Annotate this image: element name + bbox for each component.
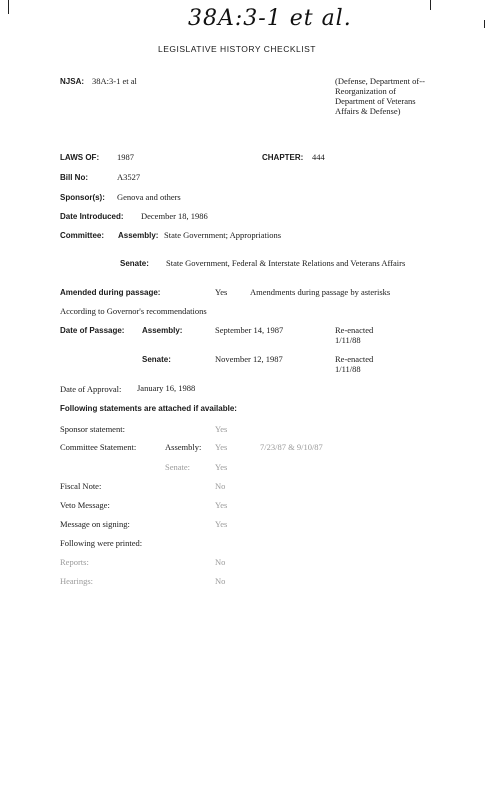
committee-statement-senate-label: Senate: (165, 462, 191, 472)
chapter-label: CHAPTER: (262, 153, 304, 162)
veto-message-label: Veto Message: (60, 500, 110, 510)
njsa-value: 38A:3-1 et al (92, 76, 137, 86)
message-signing-label: Message on signing: (60, 519, 130, 529)
sponsors-value: Genova and others (117, 192, 181, 202)
passage-assembly-label: Assembly: (142, 326, 183, 335)
laws-of-label: LAWS OF: (60, 153, 100, 162)
hearings-label: Hearings: (60, 576, 94, 586)
committee-statement-label: Committee Statement: (60, 442, 137, 452)
passage-label: Date of Passage: (60, 326, 125, 335)
message-signing-value: Yes (215, 519, 228, 529)
committee-label: Committee: (60, 231, 105, 240)
committee-assembly-value: State Government; Appropriations (164, 230, 282, 240)
njsa-label: NJSA: (60, 77, 85, 86)
sponsor-statement-value: Yes (215, 424, 228, 434)
reports-value: No (215, 557, 226, 567)
passage-senate-label: Senate: (142, 355, 171, 364)
approval-label: Date of Approval: (60, 384, 122, 394)
amended-value: Yes (215, 287, 228, 297)
committee-senate-label: Senate: (120, 259, 149, 268)
passage-senate-note-2: 1/11/88 (335, 364, 361, 374)
page-title: LEGISLATIVE HISTORY CHECKLIST (158, 44, 316, 54)
scan-edge-mark (8, 0, 9, 14)
scan-edge-mark (430, 0, 431, 10)
date-introduced-value: December 18, 1986 (141, 211, 208, 221)
laws-of-value: 1987 (117, 152, 134, 162)
passage-senate-note-1: Re-enacted (335, 354, 374, 364)
hearings-value: No (215, 576, 226, 586)
committee-statement-assembly-dates: 7/23/87 & 9/10/87 (260, 442, 323, 452)
committee-assembly-label: Assembly: (118, 231, 159, 240)
passage-assembly-note-2: 1/11/88 (335, 335, 361, 345)
passage-senate-date: November 12, 1987 (215, 354, 283, 364)
handwritten-reference: 38A:3-1 et al. (188, 6, 352, 31)
governor-note: According to Governor's recommendations (60, 306, 207, 316)
attached-heading: Following statements are attached if available: (60, 404, 237, 413)
chapter-value: 444 (312, 152, 325, 162)
printed-heading: Following were printed: (60, 538, 143, 548)
reports-label: Reports: (60, 557, 89, 567)
scan-edge-mark (484, 20, 485, 28)
committee-statement-assembly-label: Assembly: (165, 442, 202, 452)
amended-note: Amendments during passage by asterisks (250, 287, 391, 297)
committee-statement-senate-value: Yes (215, 462, 228, 472)
njsa-subject: (Defense, Department of--Reorganization of Department of Veterans Affairs & Defense) (335, 76, 425, 116)
sponsors-label: Sponsor(s): (60, 193, 105, 202)
approval-value: January 16, 1988 (137, 383, 196, 393)
date-introduced-label: Date Introduced: (60, 212, 124, 221)
veto-message-value: Yes (215, 500, 228, 510)
sponsor-statement-label: Sponsor statement: (60, 424, 125, 434)
bill-no-value: A3527 (117, 172, 141, 182)
committee-senate-value: State Government, Federal & Interstate Relations and Veterans Affairs (166, 258, 406, 268)
fiscal-note-value: No (215, 481, 226, 491)
bill-no-label: Bill No: (60, 173, 88, 182)
passage-assembly-note-1: Re-enacted (335, 325, 374, 335)
passage-assembly-date: September 14, 1987 (215, 325, 284, 335)
amended-label: Amended during passage: (60, 288, 161, 297)
fiscal-note-label: Fiscal Note: (60, 481, 102, 491)
committee-statement-assembly-value: Yes (215, 442, 228, 452)
